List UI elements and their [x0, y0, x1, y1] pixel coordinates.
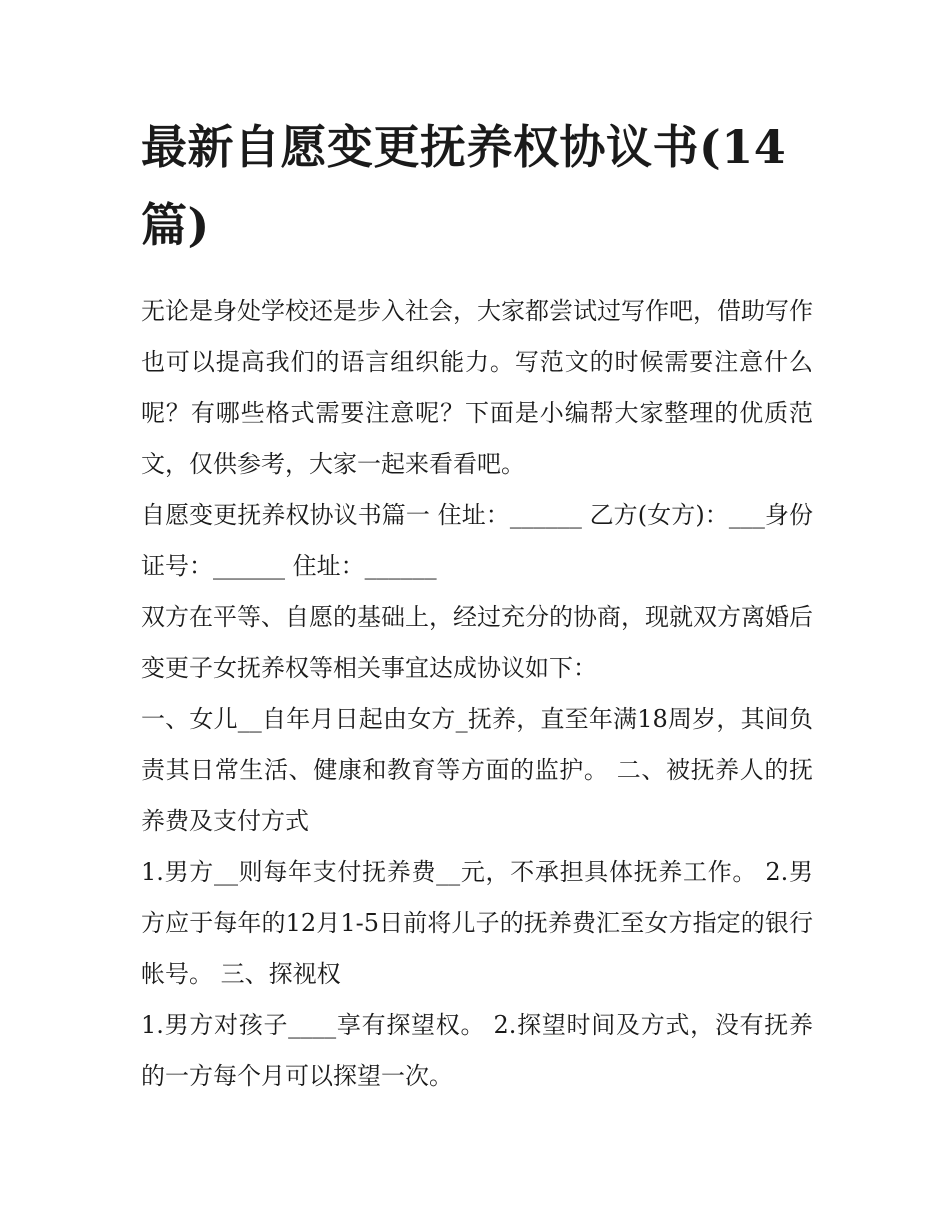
support-payment-paragraph: 1.男方__则每年支付抚养费__元，不承担具体抚养工作。 2.男方应于每年的12月1-5日前将儿子的抚养费汇至女方指定的银行帐号。 三、探视权 — [141, 858, 813, 988]
document-title: 最新自愿变更抚养权协议书(14篇) — [141, 120, 787, 252]
intro-paragraph: 无论是身处学校还是步入社会，大家都尝试过写作吧，借助写作也可以提高我们的语言组织能力。写范文的时候需要注意什么呢？有哪些格式需要注意呢？下面是小编帮大家整理的优质范文，仅供参考，大家一起来看看吧。 — [141, 297, 813, 478]
custody-clause-paragraph: 一、女儿__自年月日起由女方_抚养，直至年满18周岁，其间负责其日常生活、健康和教育等方面的监护。 二、被抚养人的抚养费及支付方式 — [141, 705, 813, 835]
visitation-paragraph: 1.男方对孩子____享有探望权。 2.探望时间及方式，没有抚养的一方每个月可以探望一次。 — [141, 1011, 813, 1090]
document-body — [141, 108, 813, 1102]
party-info-paragraph: 自愿变更抚养权协议书篇一 住址：______ 乙方(女方)：___身份证号：______ 住址：______ — [141, 501, 813, 580]
agreement-preamble-paragraph: 双方在平等、自愿的基础上，经过充分的协商，现就双方离婚后变更子女抚养权等相关事宜达成协议如下： — [141, 603, 813, 682]
